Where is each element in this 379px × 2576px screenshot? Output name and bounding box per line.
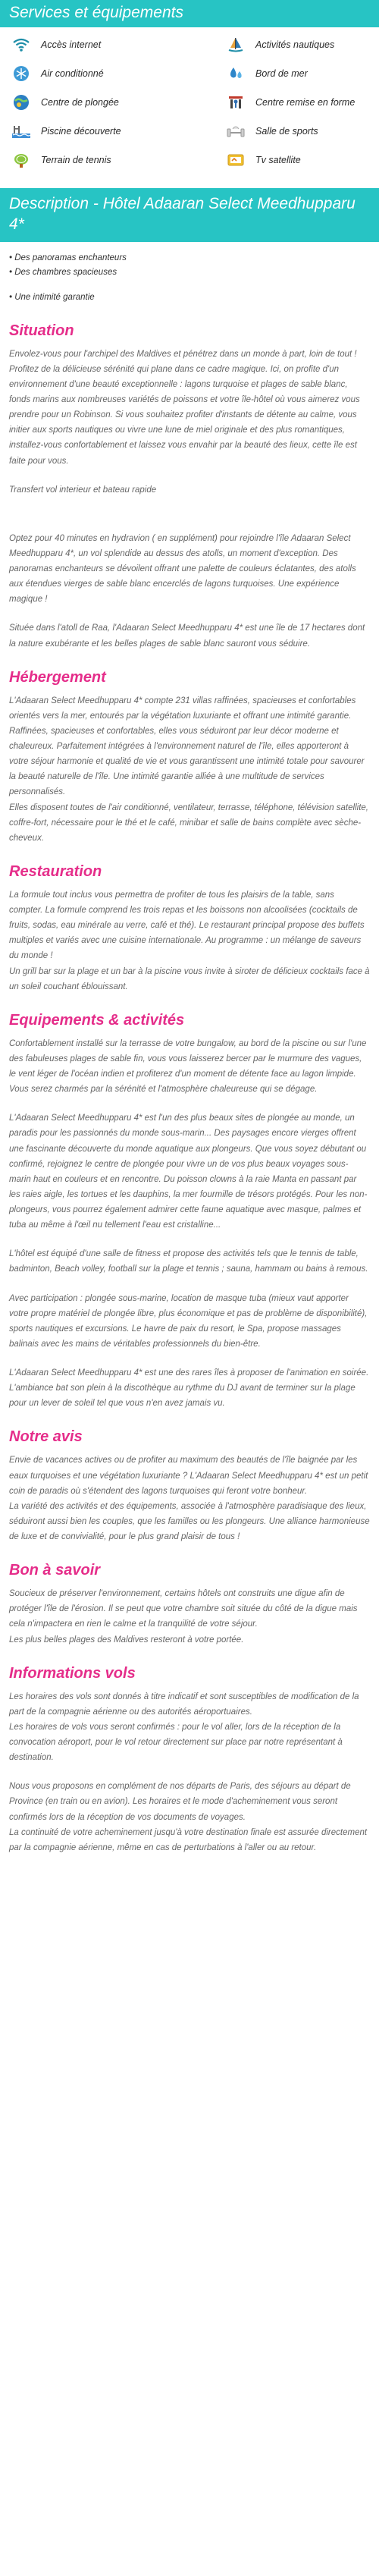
- situation-paragraph: Transfert vol interieur et bateau rapide: [9, 485, 157, 495]
- restauration-heading: Restauration: [9, 862, 102, 880]
- situation-paragraph: Envolez-vous pour l'archipel des Maldives et pénétrez dans un monde à part, loin de tout ! Profitez de la délicieuse sérénité qui plane dans ce cadre magique. Ici, on profite d'un environnement d'une beauté exceptionnelle : lagons turquoise et plages de sable blanc, fonds marins aux nombreuses variétés de poissons et votre île-hôtel où vous aimerez vous prendre pour un Robinson. Si vous souhaitez profiter d'instants de détente au calme, vous initier aux sports nautiques ou vivre une lune de miel originale et des plus romantiques, installez-vous confortablement et laissez vous envahir par la beauté des lieux, cette île est faite pour vous.: [9, 349, 360, 466]
- equipements-paragraph: L'Adaaran Select Meedhupparu 4* est une des rares îles à proposer de l'animation en soirée. L'ambiance bat son plein à la discothèque au rythme du DJ avant de terminer sur la plage pour un lever de soleil tel que vous n'en avez jamais vu.: [9, 1368, 369, 1409]
- tv-icon: [224, 152, 248, 168]
- service-tennis: [9, 152, 186, 168]
- services-title: Services et équipements: [0, 0, 379, 27]
- equipements-paragraph: L'Adaaran Select Meedhupparu 4* est l'un des plus beaux sites de plongée au monde, un paradis pour les passionnés du monde sous-marin... Des paysages encore vierges offrent une fascinante découverte du monde aquatique aux plongeurs. Que vous soyez débutant ou confirmé, rejoignez le centre de plongée pour vivre un de vos plus beaux voyages sous-marin haut en couleurs et en rencontre. Du poisson clowns à la raie Manta en passant par les raies aigle, les tortues et les dauphins, la mer fourmille de trésors protégés. Pour les non-plongeurs, vous pourrez également admirer cette faune aquatique avec masque, palmes et tuba au même à l'œil nu tellement l'eau est cristalline...: [9, 1114, 368, 1230]
- bon-a-savoir-paragraph: Soucieux de préserver l'environnement, certains hôtels ont construits une digue afin de protéger l'île de l'érosion. Il se peut que votre chambre soit située du côté de la digue mais cela n'impactera en rien le calme et la tranquilité de votre séjour. Les plus belles plages des Maldives resteront à votre portée.: [9, 1589, 358, 1645]
- service-bord-de-mer: [193, 65, 370, 82]
- snowflake-icon: [9, 65, 33, 82]
- service-label: Terrain de tennis: [41, 154, 111, 165]
- bon-a-savoir-heading: Bon à savoir: [9, 1562, 101, 1579]
- service-label: Centre de plongée: [41, 96, 119, 108]
- vols-paragraph: Nous vous proposons en complément de nos départs de Paris, des séjours au départ de Province (en train ou en avion). Les horaires et le mode d'acheminement vous seront confirmés lors de la réception de vos documents de voyages. La continuité de votre acheminement jusqu'à votre destination finale est assurée directement par la compagnie aérienne, même en cas de perturbations à l'aller ou au retour.: [9, 1782, 368, 1852]
- service-label: Centre remise en forme: [255, 96, 356, 108]
- tennis-icon: [9, 152, 33, 168]
- windsurf-icon: [224, 36, 248, 53]
- service-label: Accès internet: [41, 39, 102, 50]
- situation-paragraph: Située dans l'atoll de Raa, l'Adaaran Select Meedhupparu 4* est une île de 17 hectares dont la nature exubérante et les belles plages de sable blanc sauront vous séduire.: [9, 624, 365, 649]
- diving-globe-icon: [9, 94, 33, 111]
- bullet-item: • Des panoramas enchanteurs: [9, 251, 370, 265]
- avis-paragraph: Envie de vacances actives ou de profiter au maximum des beautés de l'île baignée par les eaux turquoises et une végétation luxuriante ? L'Adaaran Select Meedhupparu 4* est un petit coin de paradis où s'étendent des lagons turquoises qui feront votre bonheur. La variété des activités et des équipements, associée à l'atmosphère paradisiaque des lieux, séduiront aussi bien les couples, que les familles ou les plongeurs. Une alliance harmonieuse de luxe et de convivialité, pour le plus grand plaisir de tous !: [9, 1456, 370, 1542]
- hebergement-heading: Hébergement: [9, 668, 106, 686]
- service-label: Tv satellite: [255, 154, 301, 165]
- service-label: Bord de mer: [255, 68, 308, 79]
- vols-paragraph: Les horaires des vols sont donnés à titre indicatif et sont susceptibles de modification de la part de la compagnie aérienne ou des autorités aéroportuaires. Les horaires de vols vous seront confirmés : pour le vol aller, lors de la réception de la convocation aéroport, pour le vol retour directement sur place par notre représentant à destination.: [9, 1692, 359, 1763]
- restauration-paragraph: La formule tout inclus vous permettra de profiter de tous les plaisirs de la table, sans compter. La formule comprend les trois repas et les boissons non alcoolisées (cocktails de fruits, sodas, eau minérale au verre, café et thé). Le restaurant principal propose des buffets multiples et variés avec une cuisine internationale. Au programme : un mélange de saveurs du monde ! Un grill bar sur la plage et un bar à la piscine vous invite à siroter de délicieux cocktails face à un soleil couchant éblouissant.: [9, 890, 370, 991]
- description-bullets: [0, 242, 379, 305]
- bullet-item: • Une intimité garantie: [9, 291, 370, 305]
- service-label: Salle de sports: [255, 125, 318, 137]
- service-label: Air conditionné: [41, 68, 104, 79]
- service-salle-sports: [193, 123, 370, 140]
- water-drop-icon: [224, 65, 248, 82]
- vols-heading: Informations vols: [9, 1664, 136, 1682]
- equipements-heading: Equipements & activités: [9, 1011, 185, 1029]
- service-piscine: [9, 123, 186, 140]
- hebergement-paragraph: L'Adaaran Select Meedhupparu 4* compte 231 villas raffinées, spacieuses et confortables orientés vers la mer, entourés par la végétation luxuriante et offrant une intimité garantie. Raffinées, spacieuses et confortables, elles vous séduiront par leur décor moderne et chaleureux. Parfaitement intégrées à l'environnement naturel de l'île, elles apporteront à votre séjour harmonie et qualité de vie et vous garantissent une intimité totale pour savourer la beauté naturelle de l'île. Une intimité garantie alliée à une multitude de services personnalisés. Elles disposent toutes de l'air conditionné, ventilateur, terrasse, téléphone, télévision satellite, coffre-fort, nécessaire pour le thé et le café, minibar et salle de bains complète avec sèche-cheveux.: [9, 696, 368, 843]
- fitness-icon: [224, 94, 248, 111]
- equipements-paragraph: Confortablement installé sur la terrasse de votre bungalow, au bord de la piscine ou sur l'une des fabuleuses plages de sable fin, vous vous laisserez bercer par le murmure des vagues, le vent léger de l'océan indien et profiterez d'un moment de détente face au lagon limpide. Vous serez charmés par la sérénité et l'atmosphère chaleureuse qui se dégage.: [9, 1038, 367, 1095]
- bullet-item: • Des chambres spacieuses: [9, 265, 370, 280]
- service-centre-plongee: [9, 94, 186, 111]
- situation-heading: Situation: [9, 322, 74, 339]
- service-tv-satellite: [193, 152, 370, 168]
- equipements-paragraph: L'hôtel est équipé d'une salle de fitness et propose des activités tels que le tennis de table, badminton, Beach volley, football sur la plage et tennis ; sauna, hammam ou bains à remous.: [9, 1249, 368, 1274]
- avis-heading: Notre avis: [9, 1428, 83, 1446]
- description-title: Description - Hôtel Adaaran Select Meedhupparu 4*: [0, 188, 379, 242]
- service-activites-nautiques: [193, 36, 370, 53]
- pool-icon: [9, 123, 33, 140]
- service-air-conditionne: [9, 65, 186, 82]
- service-internet: [9, 36, 186, 53]
- service-remise-en-forme: [193, 94, 370, 111]
- situation-paragraph: Optez pour 40 minutes en hydravion ( en supplément) pour rejoindre l'île Adaaran Select Meedhupparu 4*, un vol splendide au dessus des atolls, un moment d'exception. Des panoramas enchanteurs se dévoilent offrant une palette de couleurs éclatantes, des atolls aux étendues vierges de sable blanc encerclés de lagons turquoises. Une expérience magique !: [9, 533, 356, 605]
- services-grid: [0, 27, 379, 181]
- equipements-paragraph: Avec participation : plongée sous-marine, location de masque tuba (mieux vaut apporter votre propre matériel de plongée libre, plus économique et pas de problème de disponibilité), sports nautiques et excursions. Le havre de paix du resort, le Spa, propose massages balinais avec les mains de véritables professionnels du bien-être.: [9, 1293, 368, 1349]
- wifi-icon: [9, 36, 33, 53]
- service-label: Activités nautiques: [255, 39, 335, 50]
- weights-icon: [224, 123, 248, 140]
- service-label: Piscine découverte: [41, 125, 121, 137]
